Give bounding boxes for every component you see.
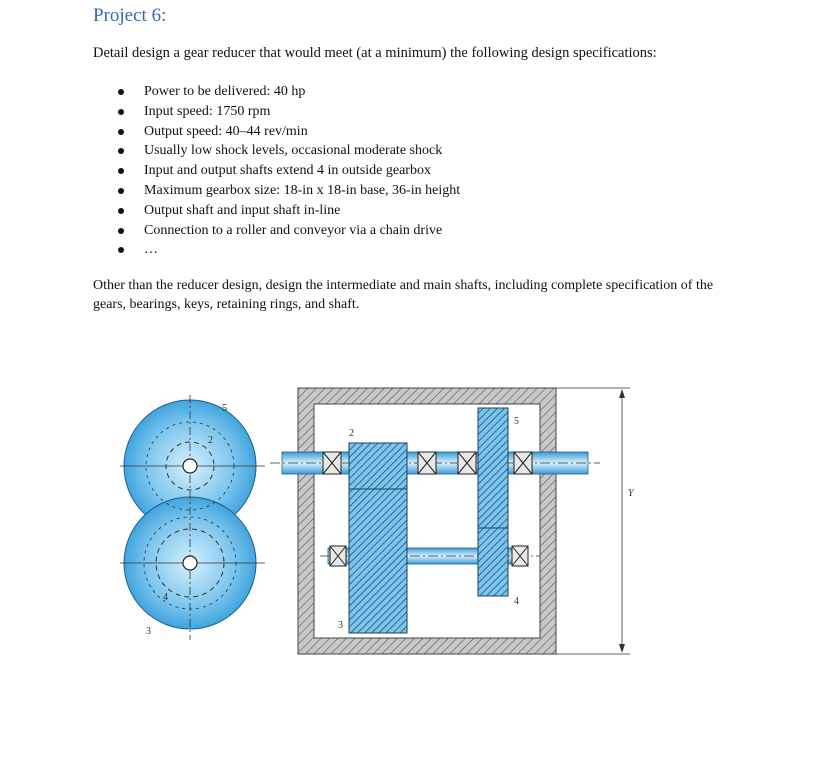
spec-item: Connection to a roller and conveyor via a chain drive [118, 221, 460, 241]
spec-item: Maximum gearbox size: 18-in x 18-in base, 36-in height [118, 181, 460, 201]
dimension-label: Y [628, 488, 634, 499]
gearbox-section [270, 388, 635, 654]
spec-item: Input speed: 1750 rpm [118, 102, 460, 122]
spec-item: Usually low shock levels, occasional moderate shock [118, 141, 460, 161]
bearing-icon [514, 452, 532, 474]
shaft-center-icon [183, 459, 197, 473]
label-g5-left: 5 [222, 403, 227, 414]
gear-5 [478, 408, 508, 528]
spec-item: … [118, 240, 460, 260]
label-g2-left: 2 [208, 435, 213, 446]
bearing-icon [323, 452, 341, 474]
label-g5-right: 5 [514, 416, 519, 427]
spec-item: Input and output shafts extend 4 in outside gearbox [118, 161, 460, 181]
bearing-icon [512, 546, 528, 566]
spec-item: Output speed: 40–44 rev/min [118, 122, 460, 142]
spec-item: Power to be delivered: 40 hp [118, 82, 460, 102]
gear-3 [349, 489, 407, 633]
shaft-center-icon [183, 556, 197, 570]
bearing-icon [330, 546, 346, 566]
label-g4-right: 4 [514, 596, 519, 607]
label-g3-left: 3 [146, 626, 151, 637]
project-heading: Project 6: [93, 5, 167, 26]
intro-text: Detail design a gear reducer that would meet (at a minimum) the following design specifications: [93, 45, 657, 61]
spec-item: Output shaft and input shaft in-line [118, 201, 460, 221]
gear-2 [349, 443, 407, 489]
label-g3-right: 3 [338, 620, 343, 631]
gear-end-view [120, 395, 265, 640]
gear-4 [478, 528, 508, 596]
label-g2-right: 2 [349, 428, 354, 439]
design-paragraph: Other than the reducer design, design the intermediate and main shafts, including complete specification of the gears, bearings, keys, retaining rings, and shaft. [93, 278, 714, 312]
label-g4-left: 4 [163, 592, 168, 603]
bearing-icon [418, 452, 436, 474]
bearing-icon [458, 452, 476, 474]
